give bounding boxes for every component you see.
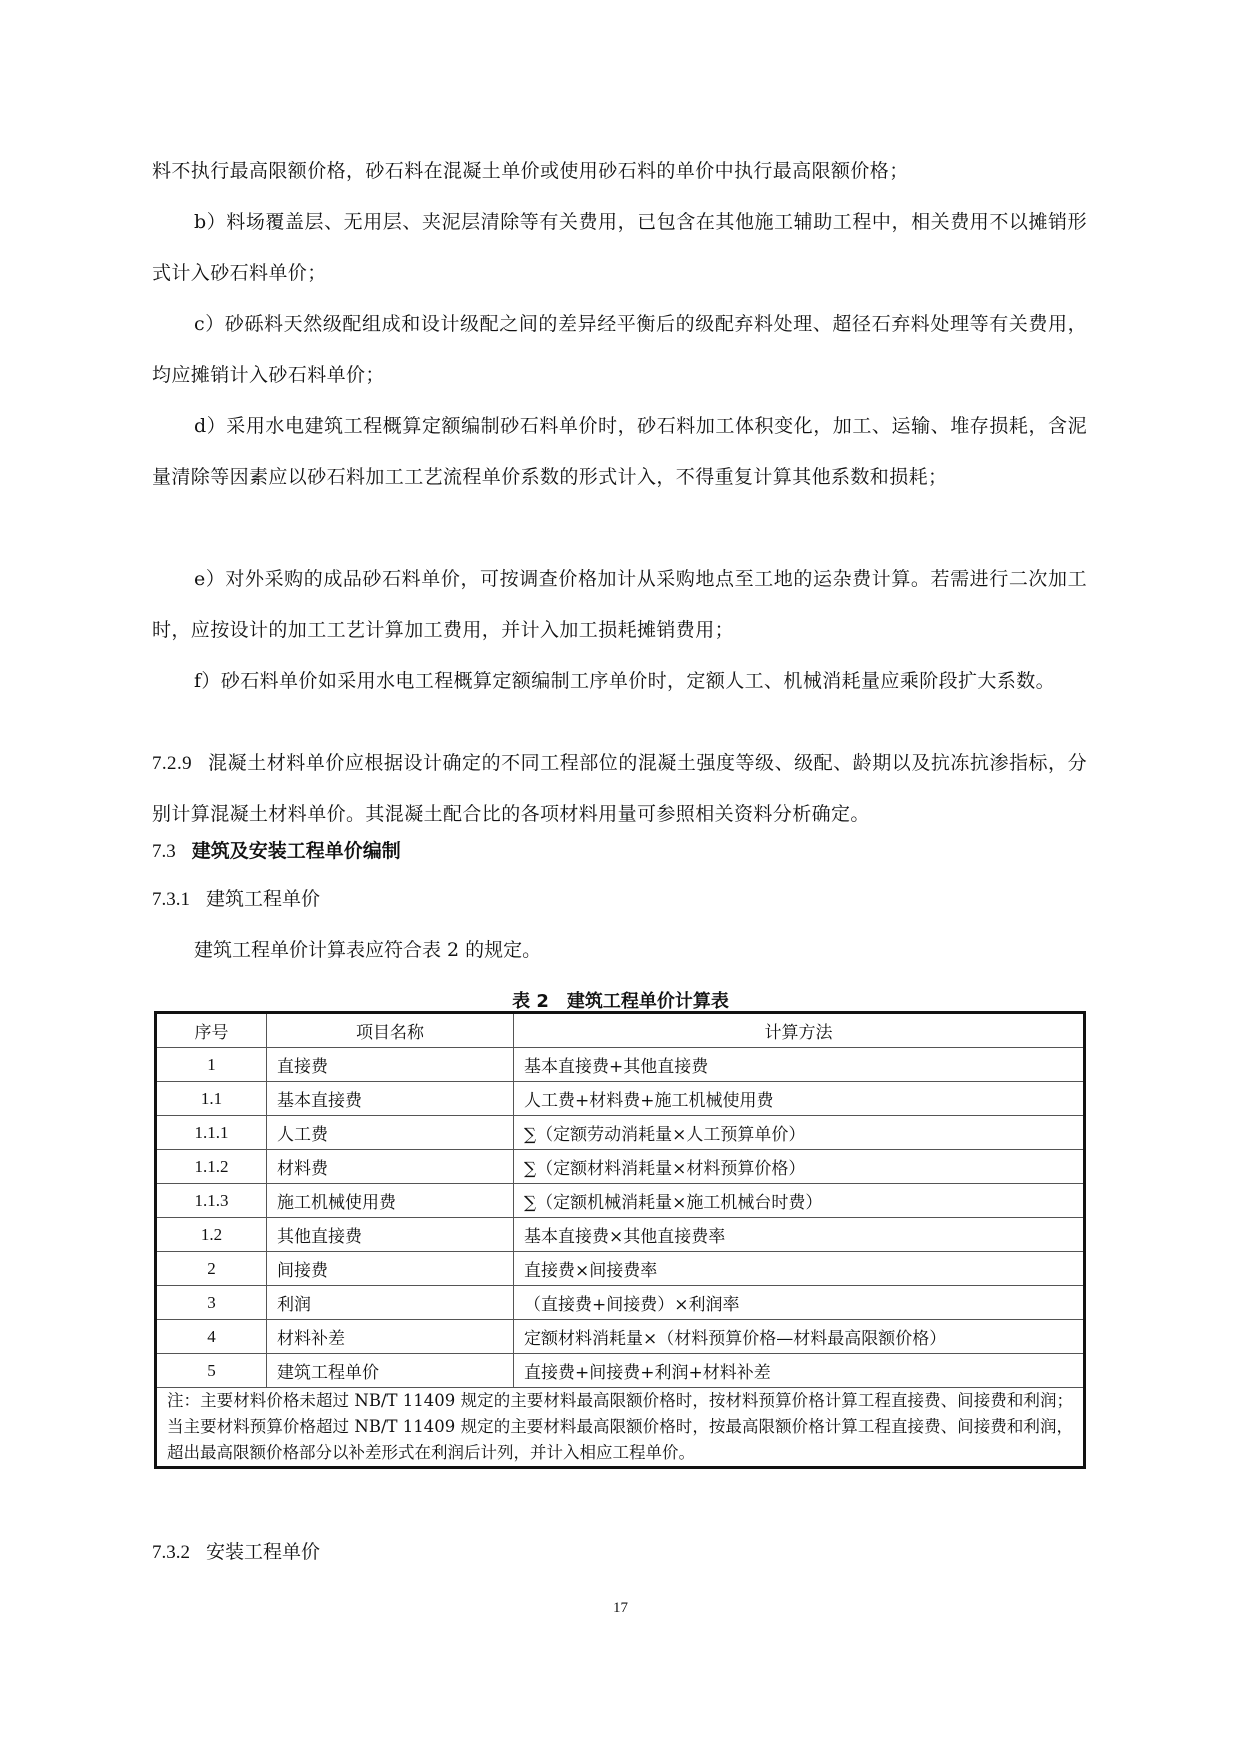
table-row	[156, 1354, 1085, 1388]
cell-method: 人工费+材料费+施工机械使用费	[514, 1082, 1085, 1116]
cell-name: 利润	[267, 1286, 514, 1320]
table-caption: 表 2 建筑工程单价计算表	[512, 991, 729, 1012]
clause-number: 7.2.9	[152, 753, 192, 774]
section-heading-7-3-2	[152, 1537, 320, 1564]
cell-no: 1.1.2	[156, 1150, 267, 1184]
table-row	[156, 1116, 1085, 1150]
cell-no: 2	[156, 1252, 267, 1286]
unit-price-table	[154, 1011, 1086, 1469]
cell-method: 定额材料消耗量×（材料预算价格—材料最高限额价格）	[514, 1320, 1085, 1354]
paragraph-b: b）料场覆盖层、无用层、夹泥层清除等有关费用，已包含在其他施工辅助工程中，相关费用不以摊销形式计入砂石料单价；	[152, 211, 1087, 284]
section-heading-7-3	[152, 836, 401, 863]
cell-name: 人工费	[267, 1116, 514, 1150]
section-number: 7.3.1	[152, 889, 190, 910]
column-header-method: 计算方法	[514, 1013, 1085, 1048]
paragraph-a-tail: 料不执行最高限额价格，砂石料在混凝土单价或使用砂石料的单价中执行最高限额价格；	[152, 160, 909, 182]
cell-no: 5	[156, 1354, 267, 1388]
cell-no: 1.1.3	[156, 1184, 267, 1218]
cell-no: 4	[156, 1320, 267, 1354]
column-header-no: 序号	[156, 1013, 267, 1048]
cell-name: 间接费	[267, 1252, 514, 1286]
section-title: 建筑及安装工程单价编制	[191, 840, 401, 862]
cell-name: 直接费	[267, 1048, 514, 1082]
cell-method: （直接费+间接费）×利润率	[514, 1286, 1085, 1320]
table-row	[156, 1048, 1085, 1082]
cell-method: ∑（定额劳动消耗量×人工预算单价）	[514, 1116, 1085, 1150]
section-title: 安装工程单价	[206, 1541, 321, 1563]
table-note: 注：主要材料价格未超过 NB/T 11409 规定的主要材料最高限额价格时，按材料预算价格计算工程直接费、间接费和利润；当主要材料预算价格超过 NB/T 11409 规定的主要材料最高限额价格时，按最高限额价格计算工程直接费、间接费和利润，超出最高限额价格部分以补差形式在利润后计列，并计入相应工程单价。	[156, 1388, 1085, 1468]
cell-name: 基本直接费	[267, 1082, 514, 1116]
table-row	[156, 1320, 1085, 1354]
section-title: 建筑工程单价	[206, 888, 321, 910]
cell-method: ∑（定额材料消耗量×材料预算价格）	[514, 1150, 1085, 1184]
clause-7-2-9	[152, 738, 1087, 840]
table-row	[156, 1286, 1085, 1320]
paragraph-f: f）砂石料单价如采用水电工程概算定额编制工序单价时，定额人工、机械消耗量应乘阶段扩大系数。	[194, 670, 1056, 692]
paragraph-e: e）对外采购的成品砂石料单价，可按调查价格加计从采购地点至工地的运杂费计算。若需进行二次加工时，应按设计的加工工艺计算加工费用，并计入加工损耗摊销费用；	[152, 568, 1087, 641]
clause-text: 混凝土材料单价应根据设计确定的不同工程部位的混凝土强度等级、级配、龄期以及抗冻抗渗指标，分别计算混凝土材料单价。其混凝土配合比的各项材料用量可参照相关资料分析确定。	[152, 752, 1087, 825]
section-heading-7-3-1	[152, 884, 320, 911]
cell-no: 1.1	[156, 1082, 267, 1116]
cell-name: 施工机械使用费	[267, 1184, 514, 1218]
cell-no: 1.1.1	[156, 1116, 267, 1150]
cell-name: 建筑工程单价	[267, 1354, 514, 1388]
cell-method: ∑（定额机械消耗量×施工机械台时费）	[514, 1184, 1085, 1218]
cell-method: 直接费+间接费+利润+材料补差	[514, 1354, 1085, 1388]
table-row	[156, 1252, 1085, 1286]
table-row	[156, 1082, 1085, 1116]
column-header-name: 项目名称	[267, 1013, 514, 1048]
section-number: 7.3	[152, 841, 176, 862]
cell-name: 材料费	[267, 1150, 514, 1184]
table-row	[156, 1150, 1085, 1184]
section-number: 7.3.2	[152, 1542, 190, 1563]
cell-no: 1.2	[156, 1218, 267, 1252]
paragraph-d: d）采用水电建筑工程概算定额编制砂石料单价时，砂石料加工体积变化，加工、运输、堆存损耗，含泥量清除等因素应以砂石料加工工艺流程单价系数的形式计入，不得重复计算其他系数和损耗；	[152, 415, 1087, 488]
cell-method: 直接费×间接费率	[514, 1252, 1085, 1286]
cell-no: 1	[156, 1048, 267, 1082]
table-row	[156, 1184, 1085, 1218]
table-note-row	[156, 1388, 1085, 1468]
cell-no: 3	[156, 1286, 267, 1320]
cell-name: 其他直接费	[267, 1218, 514, 1252]
cell-name: 材料补差	[267, 1320, 514, 1354]
table-row	[156, 1218, 1085, 1252]
cell-method: 基本直接费×其他直接费率	[514, 1218, 1085, 1252]
paragraph-c: c）砂砾料天然级配组成和设计级配之间的差异经平衡后的级配弃料处理、超径石弃料处理等有关费用，均应摊销计入砂石料单价；	[152, 313, 1087, 386]
table-header-row	[156, 1013, 1085, 1048]
cell-method: 基本直接费+其他直接费	[514, 1048, 1085, 1082]
page-number: 17	[613, 1600, 628, 1616]
intro-text: 建筑工程单价计算表应符合表 2 的规定。	[194, 939, 542, 961]
